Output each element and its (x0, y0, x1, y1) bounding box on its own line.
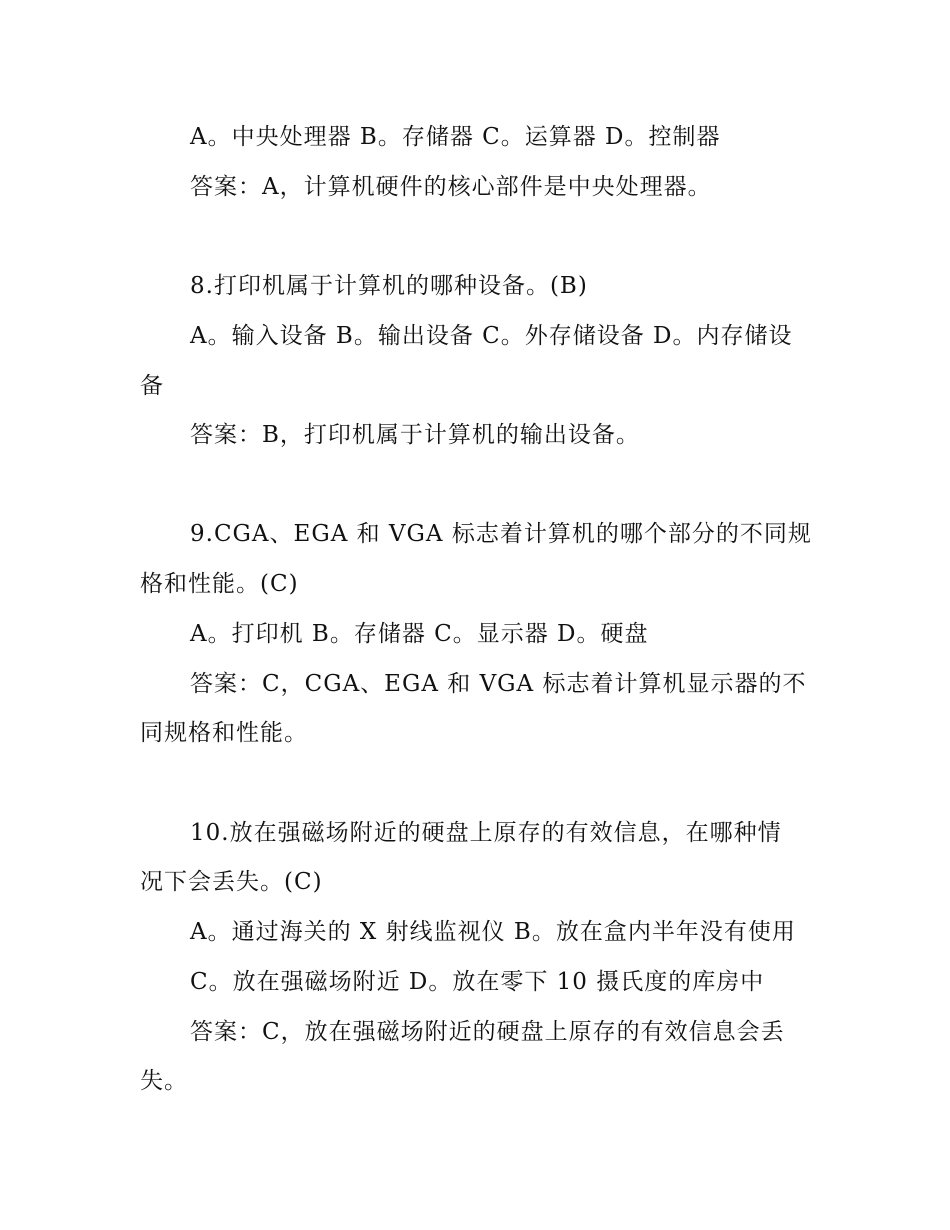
q10-question-line1: 10.放在强磁场附近的硬盘上原存的有效信息，在哪种情 (190, 820, 782, 846)
q7-answer: 答案：A，计算机硬件的核心部件是中央处理器。 (190, 174, 712, 200)
q10-options-line1: A。通过海关的 X 射线监视仪 B。放在盒内半年没有使用 (190, 919, 796, 945)
q10-question-line2: 况下会丢失。(C) (140, 869, 323, 895)
q8-options-line1: A。输入设备 B。输出设备 C。外存储设备 D。内存储设 (190, 323, 793, 349)
q9-question-line1: 9.CGA、EGA 和 VGA 标志着计算机的哪个部分的不同规 (190, 521, 812, 547)
q9-question-line2: 格和性能。(C) (140, 571, 299, 597)
q10-answer-line2: 失。 (140, 1068, 188, 1094)
q9-options: A。打印机 B。存储器 C。显示器 D。硬盘 (190, 621, 649, 647)
q10-options-line2: C。放在强磁场附近 D。放在零下 10 摄氏度的库房中 (190, 969, 765, 995)
q7-options: A。中央处理器 B。存储器 C。运算器 D。控制器 (190, 124, 721, 150)
q10-answer-line1: 答案：C，放在强磁场附近的硬盘上原存的有效信息会丢 (190, 1019, 785, 1045)
q8-options-line2: 备 (140, 373, 164, 399)
q8-question: 8.打印机属于计算机的哪种设备。(B) (190, 273, 588, 299)
q9-answer-line1: 答案：C，CGA、EGA 和 VGA 标志着计算机显示器的不 (190, 671, 807, 697)
q9-answer-line2: 同规格和性能。 (140, 720, 308, 746)
q8-answer: 答案：B，打印机属于计算机的输出设备。 (190, 422, 640, 448)
